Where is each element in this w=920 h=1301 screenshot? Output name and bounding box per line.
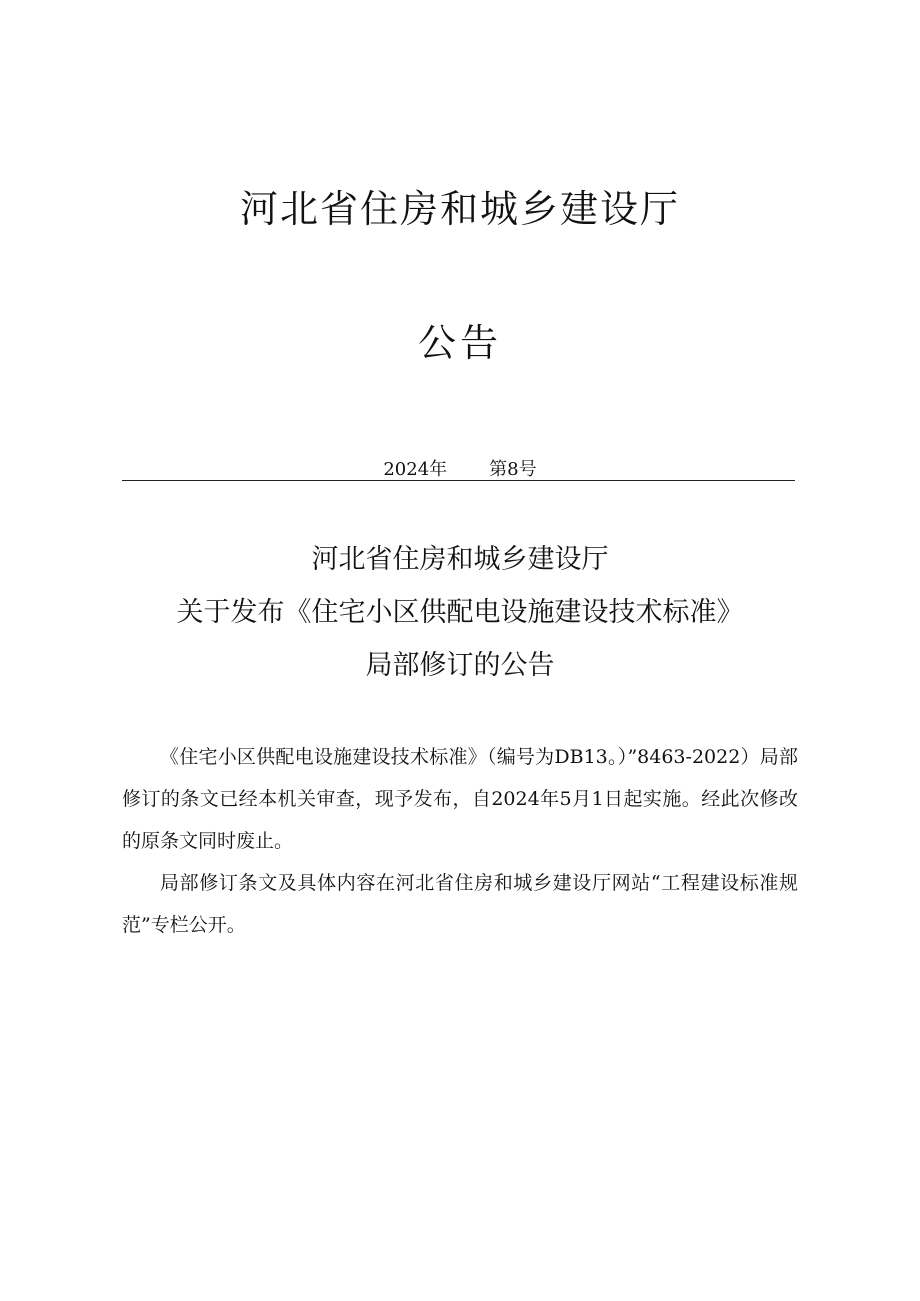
document-number-line	[0, 455, 920, 481]
issuing-agency-heading: 河北省住房和城乡建设厅	[239, 187, 680, 231]
header-divider	[122, 480, 795, 481]
document-kind-heading: 公告	[417, 321, 502, 365]
body-paragraph-1: 《住宅小区供配电设施建设技术标准》（编号为DB13。）”8463-2022）局部修订的条文已经本机关审查，现予发布，自2024年5月1日起实施。经此次修改的原条文同时废止。	[122, 746, 798, 852]
title-line-2: 关于发布《住宅小区供配电设施建设技术标准》	[176, 597, 744, 628]
announcement-body	[122, 736, 798, 946]
document-number: 第8号	[489, 459, 537, 480]
body-paragraph-2: 局部修订条文及具体内容在河北省住房和城乡建设厅网站“工程建设标准规范”专栏公开。	[122, 872, 798, 936]
title-line-1: 河北省住房和城乡建设厅	[311, 544, 609, 575]
title-line-3: 局部修订的公告	[365, 650, 555, 681]
announcement-title	[0, 533, 920, 692]
document-year: 2024年	[383, 459, 448, 480]
